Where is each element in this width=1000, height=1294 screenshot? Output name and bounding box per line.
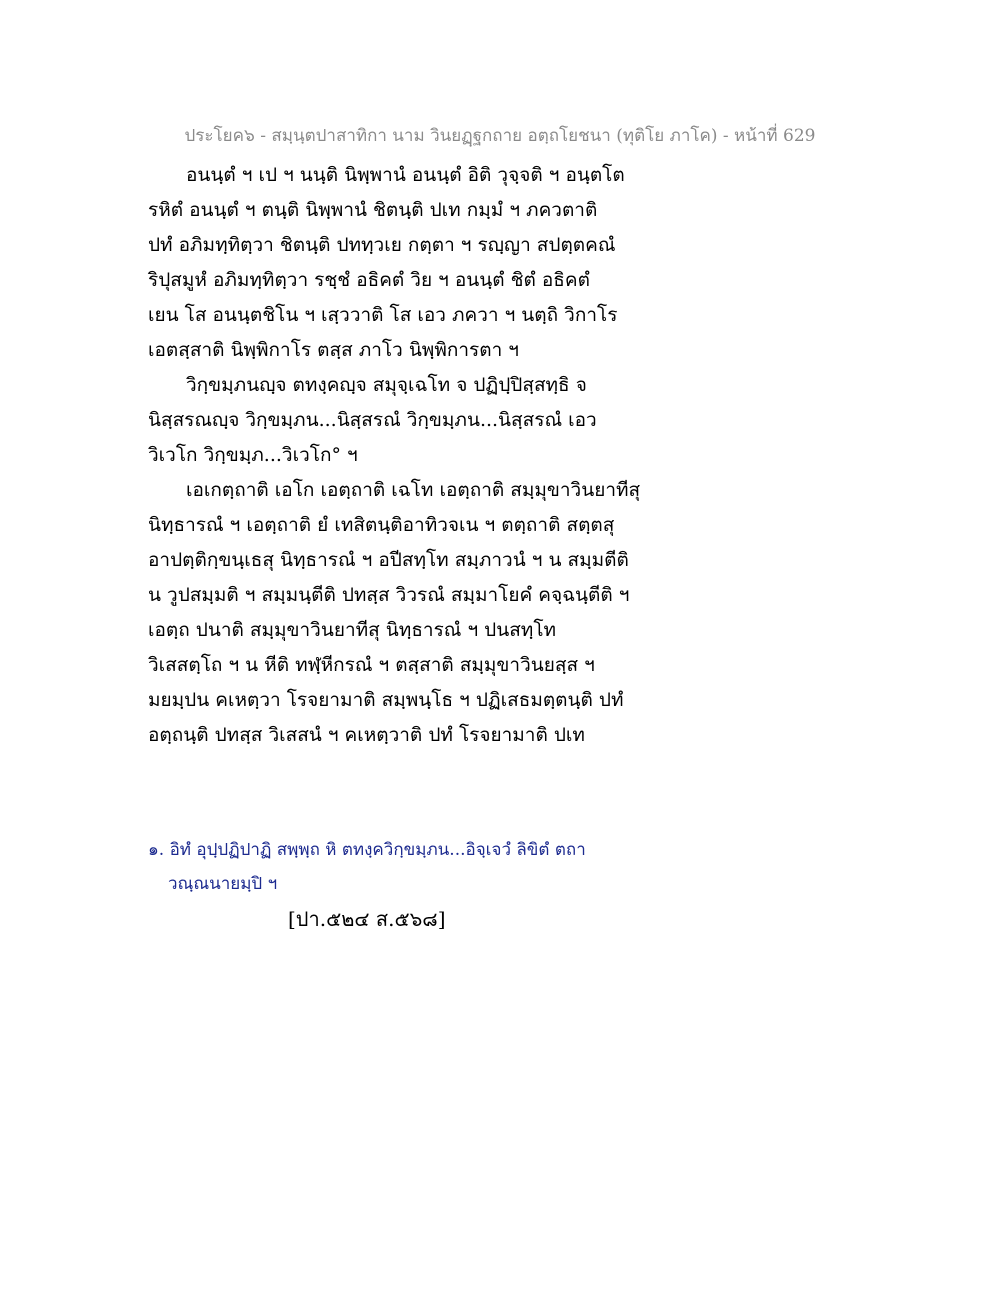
text-line: น วูปสมฺมติ ฯ สมฺมนฺตีติ ปทสฺส วิวรณํ สมฺมาโยคํ คจฺฉนฺตีติ ฯ [148, 584, 630, 606]
text-line: อตฺถนฺติ ปทสฺส วิเสสนํ ฯ คเหตฺวาติ ปทํ โรจยามาติ ปเท [148, 724, 585, 746]
text-line: อาปตฺติกฺขนฺเธสุ นิทฺธารณํ ฯ อปีสทฺโท สมฺภาวนํ ฯ น สมฺมตีติ [148, 549, 629, 571]
page-header: ประโยค๖ - สมฺนฺตปาสาทิกา นาม วินยฏฺฐกถาย อตฺถโยชนา (ทุติโย ภาโค) - หน้าที่ 629 [184, 126, 816, 146]
main-text [148, 158, 648, 753]
text-line: เอตสฺสาติ นิพฺพิกาโร ตสฺส ภาโว นิพฺพิการตา ฯ [148, 339, 519, 361]
footnote [148, 833, 648, 901]
text-line: วิเวโก วิกฺขมฺภ...วิเวโก° ฯ [148, 444, 358, 466]
page-reference: [ปา.๕๒๔ ส.๕๖๘] [288, 907, 446, 931]
text-line: นิทฺธารณํ ฯ เอตฺถาติ ยํ เทสิตนฺติอาทิวจเน ฯ ตตฺถาติ สตฺตสุ [148, 514, 615, 536]
footnote-line: วณฺณนายมฺปิ ฯ [168, 874, 278, 894]
text-line: รหิตํ อนนฺตํ ฯ ตนฺติ นิพฺพานํ ชิตนฺติ ปเท กมฺมํ ฯ ภควตาติ [148, 199, 598, 221]
text-line: อนนฺตํ ฯ เป ฯ นนฺติ นิพฺพานํ อนนฺตํ อิติ วุจฺจติ ฯ อนฺตโต [186, 164, 625, 186]
text-line: วิกฺขมฺภนญฺจ ตทงฺคญฺจ สมุจฺเฉโท จ ปฏิปฺปิสฺสทฺธิ จ [186, 374, 587, 396]
text-line: ริปุสมูหํ อภิมทฺทิตฺวา รชฺชํ อธิคตํ วิย ฯ อนนฺตํ ชิตํ อธิคตํ [148, 269, 590, 291]
text-line: นิสฺสรณญฺจ วิกฺขมฺภน...นิสฺสรณํ วิกฺขมฺภน...นิสฺสรณํ เอว [148, 409, 597, 431]
text-line: เยน โส อนนฺตชิโน ฯ เสฺววาติ โส เอว ภควา ฯ นตฺถิ วิกาโร [148, 304, 618, 326]
footnote-line: ๑. อิทํ อุปฺปฏิปาฏิ สพฺพฺถ หิ ตทงฺควิกฺขมฺภน...อิจฺเจวํ ลิขิตํ ตถา [148, 840, 586, 860]
text-line: เอเกตฺถาติ เอโก เอตฺถาติ เฉโท เอตฺถาติ สมฺมุขาวินยาทีสุ [186, 479, 641, 501]
text-line: มยมฺปน คเหตฺวา โรจยามาติ สมฺพนฺโธ ฯ ปฏิเสธมตฺตนฺติ ปทํ [148, 689, 624, 711]
text-line: เอตฺถ ปนาติ สมฺมุขาวินยาทีสุ นิทฺธารณํ ฯ ปนสทฺโท [148, 619, 557, 641]
text-line: วิเสสตฺโถ ฯ น หีติ ทฬฺหีกรณํ ฯ ตสฺสาติ สมฺมุขาวินยสฺส ฯ [148, 654, 595, 676]
text-line: ปทํ อภิมทฺทิตฺวา ชิตนฺติ ปททฺวเย กตฺตา ฯ รญฺญา สปตฺตคณํ [148, 234, 616, 256]
